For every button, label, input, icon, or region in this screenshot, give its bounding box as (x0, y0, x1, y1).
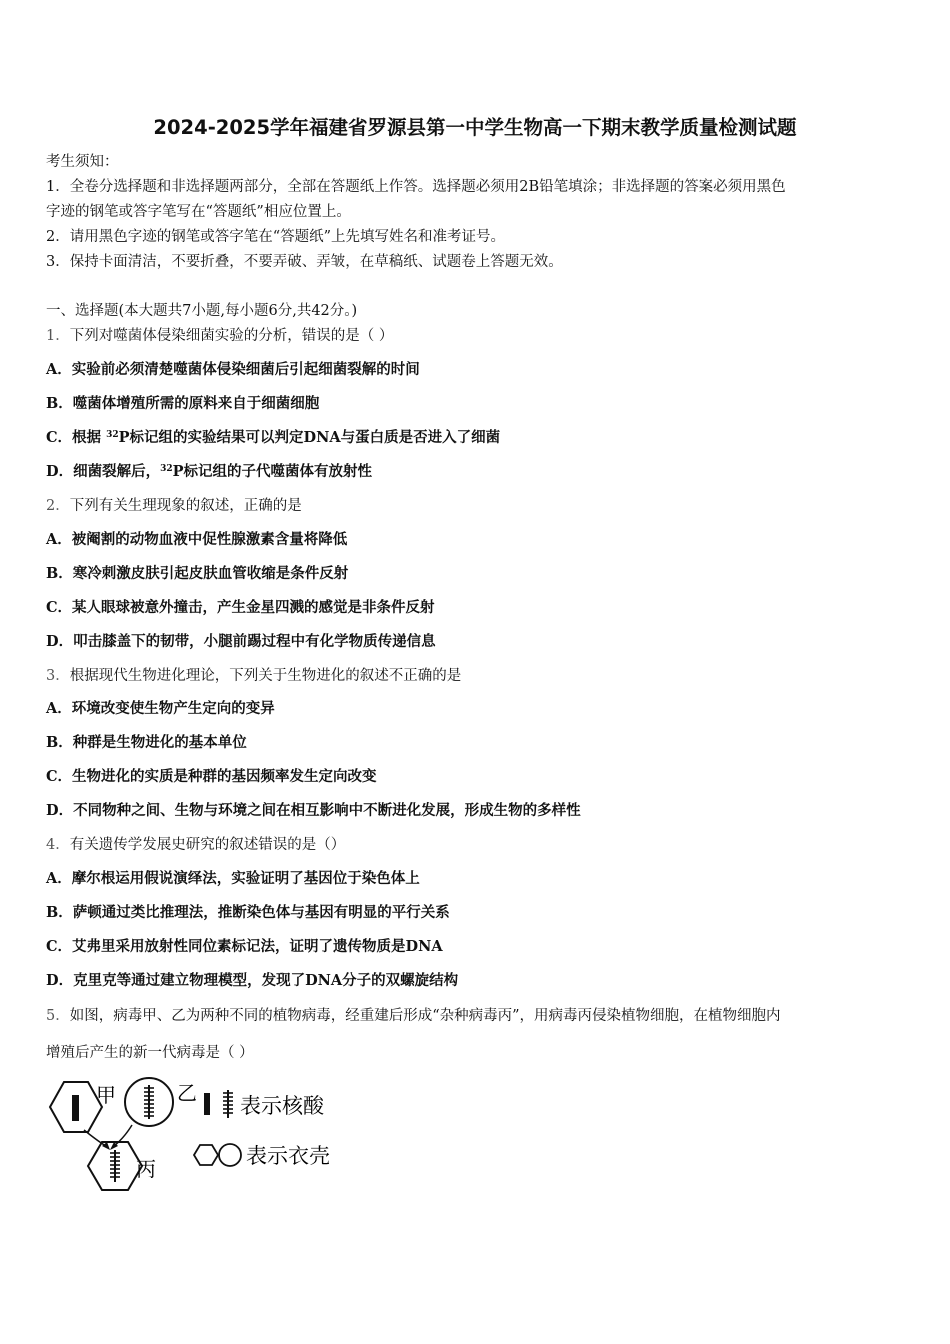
option-text: 被阉割的动物血液中促性腺激素含量将降低 (71, 531, 348, 548)
option-text: 生物进化的实质是种群的基因频率发生定向改变 (72, 768, 377, 785)
option-label: C． (46, 938, 73, 955)
option-label: D． (46, 802, 74, 819)
option-1b (46, 394, 319, 414)
option-text: 实验前必须清楚噬菌体侵染细菌后引起细菌裂解的时间 (71, 361, 420, 378)
option-text: 某人眼球被意外撞击，产生金星四溅的感觉是非条件反射 (72, 599, 435, 616)
virus-c-label: 丙 (136, 1157, 156, 1181)
option-label: C． (46, 768, 73, 785)
option-3a (46, 699, 275, 719)
option-text: 噬菌体增殖所需的原料来自于细菌细胞 (72, 395, 320, 412)
option-label: A． (46, 361, 72, 378)
notice-item-1-line-1: 1．全卷分选择题和非选择题两部分，全部在答题纸上作答。选择题必须用2B铅笔填涂；非选择题的答案必须用黑色 (46, 179, 786, 195)
option-1d (46, 462, 372, 482)
option-label: C． (46, 429, 73, 446)
page-title: 2024-2025学年福建省罗源县第一中学生物高一下期末教学质量检测试题 (153, 116, 797, 139)
virus-a-icon (50, 1082, 102, 1132)
question-3 (46, 666, 461, 686)
section-heading: 一、选择题(本大题共7小题,每小题6分,共42分。) (46, 303, 358, 319)
option-label: B． (46, 904, 73, 921)
isotope-superscript: 32 (160, 464, 173, 474)
option-text: 摩尔根运用假说演绎法，实验证明了基因位于染色体上 (71, 870, 420, 887)
question-2 (46, 496, 302, 516)
question-number: 1． (46, 328, 70, 344)
option-text-post: P标记组的子代噬菌体有放射性 (172, 463, 373, 480)
question-number: 3． (46, 668, 70, 684)
question-1 (46, 326, 393, 346)
option-text-pre: 根据 (72, 429, 107, 446)
nucleic-acid-legend-icon (204, 1090, 233, 1118)
question-stem: 根据现代生物进化理论，下列关于生物进化的叙述不正确的是 (69, 668, 462, 684)
option-label: A． (46, 531, 72, 548)
option-label: D． (46, 633, 74, 650)
option-text: 叩击膝盖下的韧带，小腿前踢过程中有化学物质传递信息 (73, 633, 436, 650)
virus-diagram (44, 1070, 354, 1200)
option-4d (46, 971, 458, 991)
option-label: D． (46, 463, 74, 480)
legend-capsid-label: 表示衣壳 (246, 1144, 330, 1168)
arrow-icon (84, 1125, 132, 1150)
question-number: 5． (46, 1008, 70, 1024)
question-5 (46, 1006, 781, 1026)
option-label: B． (46, 565, 73, 582)
option-text: 克里克等通过建立物理模型，发现了DNA分子的双螺旋结构 (73, 972, 459, 989)
isotope-superscript: 32 (106, 430, 119, 440)
question-number: 4． (46, 837, 70, 853)
option-text: 环境改变使生物产生定向的变异 (71, 700, 275, 717)
option-text: 种群是生物进化的基本单位 (72, 734, 247, 751)
option-2a (46, 530, 347, 550)
option-text: 寒冷刺激皮肤引起皮肤血管收缩是条件反射 (72, 565, 349, 582)
option-label: A． (46, 700, 72, 717)
option-3b (46, 733, 247, 753)
option-3d (46, 801, 581, 821)
option-text: 萨顿通过类比推理法，推断染色体与基因有明显的平行关系 (72, 904, 450, 921)
virus-b-label: 乙 (177, 1081, 197, 1105)
option-4a (46, 869, 420, 889)
notice-heading: 考生须知： (46, 154, 119, 170)
question-stem: 有关遗传学发展史研究的叙述错误的是（） (69, 837, 346, 853)
notice-item-2: 2．请用黑色字迹的钢笔或答字笔在“答题纸”上先填写姓名和准考证号。 (46, 229, 506, 245)
option-text-pre: 细菌裂解后， (73, 463, 161, 480)
option-1c (46, 428, 500, 448)
option-label: B． (46, 734, 73, 751)
virus-b-icon (125, 1078, 173, 1126)
notice-item-3: 3．保持卡面清洁，不要折叠，不要弄破、弄皱，在草稿纸、试题卷上答题无效。 (46, 254, 563, 270)
option-4c (46, 937, 443, 957)
question-number: 2． (46, 498, 70, 514)
option-text: 不同物种之间、生物与环境之间在相互影响中不断进化发展，形成生物的多样性 (73, 802, 581, 819)
option-2d (46, 632, 436, 652)
question-4 (46, 835, 345, 855)
option-2c (46, 598, 435, 618)
question-stem: 下列有关生理现象的叙述，正确的是 (69, 498, 302, 514)
option-label: B． (46, 395, 73, 412)
question-5-line-2: 增殖后产生的新一代病毒是（ ） (46, 1045, 254, 1061)
legend-nucleic-acid-label: 表示核酸 (240, 1094, 324, 1118)
option-label: D． (46, 972, 74, 989)
capsid-legend-icon (194, 1144, 241, 1166)
option-3c (46, 767, 377, 787)
question-stem-line-1: 如图，病毒甲、乙为两种不同的植物病毒，经重建后形成“杂种病毒丙”，用病毒丙侵染植物细胞，在植物细胞内 (69, 1008, 781, 1024)
option-text-post: P标记组的实验结果可以判定DNA与蛋白质是否进入了细菌 (118, 429, 501, 446)
option-2b (46, 564, 348, 584)
option-4b (46, 903, 450, 923)
question-stem: 下列对噬菌体侵染细菌实验的分析，错误的是（ ） (69, 328, 394, 344)
option-label: A． (46, 870, 72, 887)
option-text: 艾弗里采用放射性同位素标记法，证明了遗传物质是DNA (72, 938, 443, 955)
option-label: C． (46, 599, 73, 616)
virus-a-label: 甲 (96, 1083, 116, 1107)
option-1a (46, 360, 420, 380)
notice-item-1-line-2: 字迹的钢笔或答字笔写在“答题纸”相应位置上。 (46, 204, 351, 220)
virus-c-icon (88, 1142, 142, 1190)
